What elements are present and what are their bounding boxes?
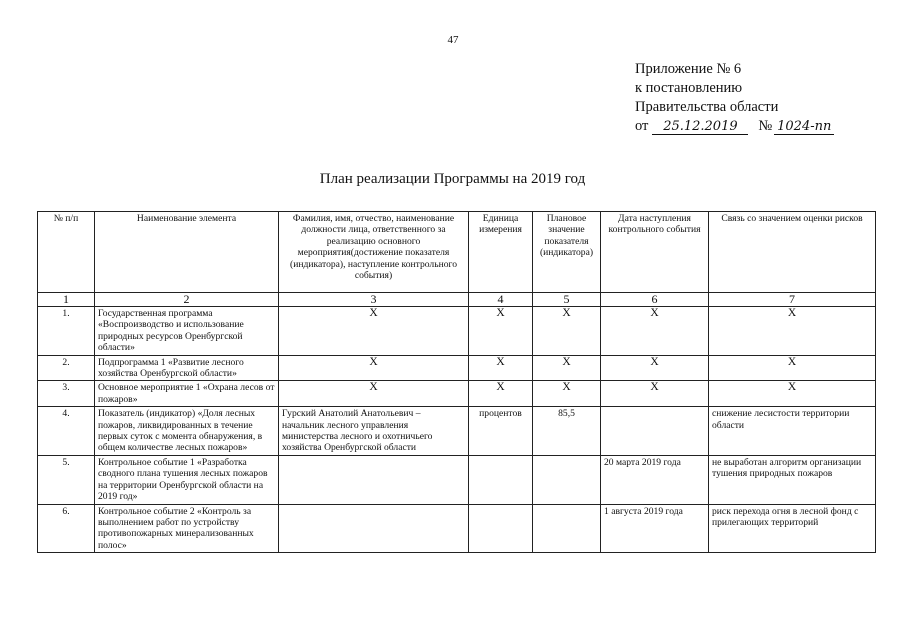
column-number: 3	[279, 293, 469, 307]
risk-link-cell: X	[709, 307, 876, 356]
row-number: 4.	[38, 407, 95, 456]
resolution-date-number	[635, 117, 895, 136]
header-cell: Наименование элемента	[95, 212, 279, 293]
element-name: Контрольное событие 2 «Контроль за выполнением работ по устройству противопожарных минерализованных полос»	[95, 504, 279, 553]
table-header-row	[38, 212, 876, 293]
row-number: 1.	[38, 307, 95, 356]
responsible-cell: Гурский Анатолий Анатольевич – начальник лесного управления министерства лесного и охотничьего хозяйства Оренбургской области	[279, 407, 469, 456]
event-date-cell: 1 августа 2019 года	[601, 504, 709, 553]
unit-cell	[469, 504, 533, 553]
column-number: 2	[95, 293, 279, 307]
handwritten-date: 25.12.2019	[652, 119, 748, 135]
page-number: 47	[447, 34, 459, 46]
header-cell: Плановое значение показателя (индикатора)	[533, 212, 601, 293]
appendix-line-3: Правительства области	[635, 99, 779, 115]
planned-value-cell: 85,5	[533, 407, 601, 456]
header-cell: Связь со значением оценки рисков	[709, 212, 876, 293]
column-number: 7	[709, 293, 876, 307]
table-row	[38, 355, 876, 381]
risk-link-cell: X	[709, 381, 876, 407]
column-number-row	[38, 293, 876, 307]
event-date-cell: X	[601, 307, 709, 356]
element-name: Основное мероприятие 1 «Охрана лесов от пожаров»	[95, 381, 279, 407]
header-cell: Фамилия, имя, отчество, наименование должности лица, ответственного за реализацию основного мероприятия(достижение показателя (индикатора), наступление контрольного события)	[279, 212, 469, 293]
responsible-cell: X	[279, 307, 469, 356]
table-row	[38, 307, 876, 356]
appendix-line-2: к постановлению	[635, 80, 743, 96]
responsible-cell: X	[279, 355, 469, 381]
handwritten-number: 1024-пп	[774, 119, 834, 135]
risk-link-cell: не выработан алгоритм организации тушения природных пожаров	[709, 455, 876, 504]
table-row	[38, 504, 876, 553]
row-number: 6.	[38, 504, 95, 553]
appendix-line-1: Приложение № 6	[635, 61, 742, 77]
number-prefix: №	[758, 118, 773, 134]
header-cell: Единица измерения	[469, 212, 533, 293]
unit-cell: процентов	[469, 407, 533, 456]
row-number: 2.	[38, 355, 95, 381]
column-number: 1	[38, 293, 95, 307]
element-name: Подпрограмма 1 «Развитие лесного хозяйства Оренбургской области»	[95, 355, 279, 381]
unit-cell: X	[469, 355, 533, 381]
table-row	[38, 455, 876, 504]
event-date-cell: X	[601, 381, 709, 407]
plan-table	[37, 211, 876, 553]
event-date-cell: X	[601, 355, 709, 381]
table-row	[38, 381, 876, 407]
planned-value-cell: X	[533, 381, 601, 407]
risk-link-cell: X	[709, 355, 876, 381]
responsible-cell	[279, 504, 469, 553]
document-title: План реализации Программы на 2019 год	[319, 171, 586, 187]
column-number: 4	[469, 293, 533, 307]
row-number: 5.	[38, 455, 95, 504]
planned-value-cell: X	[533, 307, 601, 356]
event-date-cell	[601, 407, 709, 456]
unit-cell: X	[469, 381, 533, 407]
appendix-block	[635, 60, 895, 136]
column-number: 6	[601, 293, 709, 307]
planned-value-cell: X	[533, 355, 601, 381]
element-name: Показатель (индикатор) «Доля лесных пожаров, ликвидированных в течение первых суток с момента обнаружения, в общем количестве лесных пожаров»	[95, 407, 279, 456]
table-row	[38, 407, 876, 456]
element-name: Государственная программа «Воспроизводство и использование природных ресурсов Оренбургской области»	[95, 307, 279, 356]
responsible-cell: X	[279, 381, 469, 407]
risk-link-cell: снижение лесистости территории области	[709, 407, 876, 456]
unit-cell: X	[469, 307, 533, 356]
planned-value-cell	[533, 504, 601, 553]
responsible-cell	[279, 455, 469, 504]
header-cell: Дата наступления контрольного события	[601, 212, 709, 293]
row-number: 3.	[38, 381, 95, 407]
risk-link-cell: риск перехода огня в лесной фонд с прилегающих территорий	[709, 504, 876, 553]
planned-value-cell	[533, 455, 601, 504]
unit-cell	[469, 455, 533, 504]
event-date-cell: 20 марта 2019 года	[601, 455, 709, 504]
header-cell: № п/п	[38, 212, 95, 293]
column-number: 5	[533, 293, 601, 307]
date-prefix: от	[635, 118, 649, 134]
element-name: Контрольное событие 1 «Разработка сводного плана тушения лесных пожаров на территории Оренбургской области на 2019 год»	[95, 455, 279, 504]
